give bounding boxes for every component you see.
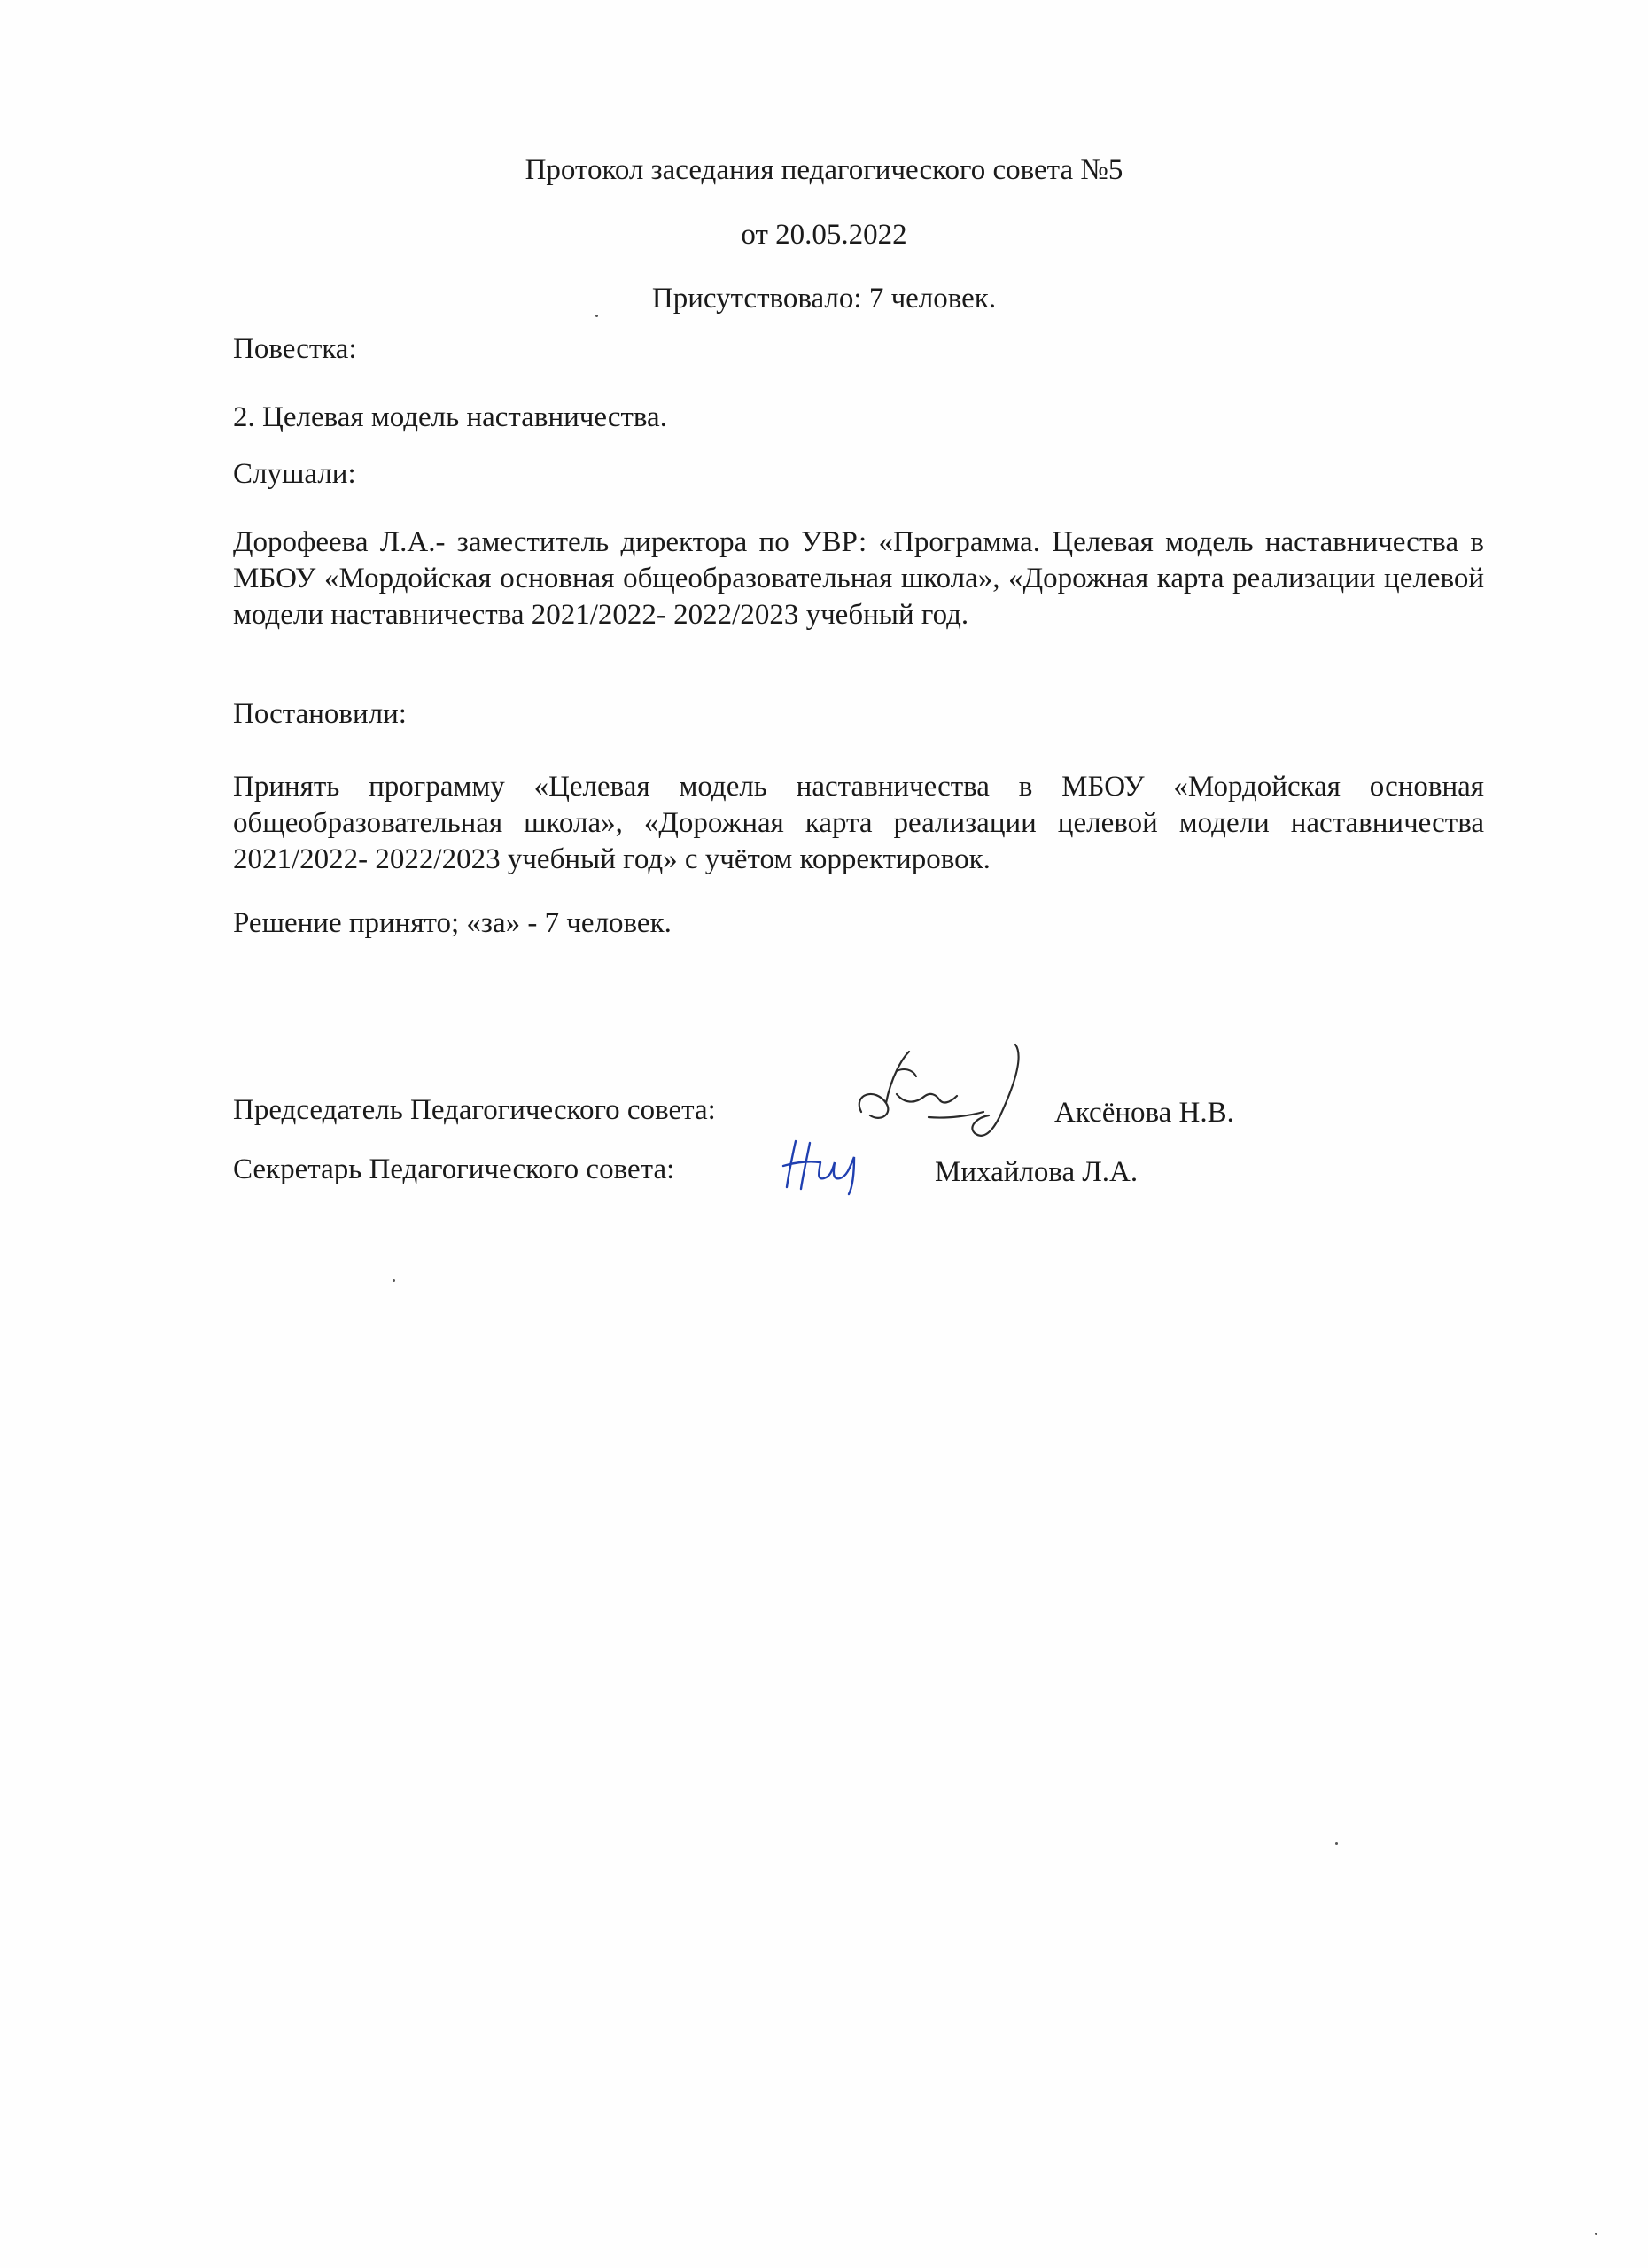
scan-speck <box>595 315 598 317</box>
chair-name: Аксёнова Н.В. <box>1054 1097 1234 1129</box>
secretary-label: Секретарь Педагогического совета: <box>233 1153 675 1185</box>
heard-heading: Слушали: <box>233 458 356 490</box>
heard-paragraph: Дорофеева Л.А.- заместитель директора по УВР: «Программа. Целевая модель наставничества в МБОУ «Мордойская основная общеобразовательная школа», «Дорожная карта реализации целевой модели наставничества 2021/2022- 2022/2023 учебный год. <box>233 526 1484 631</box>
resolved-heading: Постановили: <box>233 698 407 730</box>
scan-speck <box>1335 1842 1338 1845</box>
scan-speck <box>393 1279 395 1282</box>
chair-label: Председатель Педагогического совета: <box>233 1094 716 1126</box>
scan-speck <box>1595 2233 1597 2235</box>
document-title: Протокол заседания педагогического совета №5 <box>525 154 1123 186</box>
secretary-signature <box>780 1136 868 1198</box>
secretary-name: Михайлова Л.А. <box>935 1156 1139 1188</box>
agenda-heading: Повестка: <box>233 333 357 365</box>
attendance-line: Присутствовало: 7 человек. <box>651 283 997 315</box>
resolved-paragraph: Принять программу «Целевая модель наставничества в МБОУ «Мордойская основная общеобразовательная школа», «Дорожная карта реализации целевой модели наставничества 2021/2022- 2022/2023 учебный год» с учётом корректировок. <box>233 771 1484 875</box>
chair-signature <box>851 1041 1037 1143</box>
document-date: от 20.05.2022 <box>741 219 907 251</box>
decision-line: Решение принято; «за» - 7 человек. <box>233 907 672 939</box>
agenda-item: 2. Целевая модель наставничества. <box>233 401 667 433</box>
